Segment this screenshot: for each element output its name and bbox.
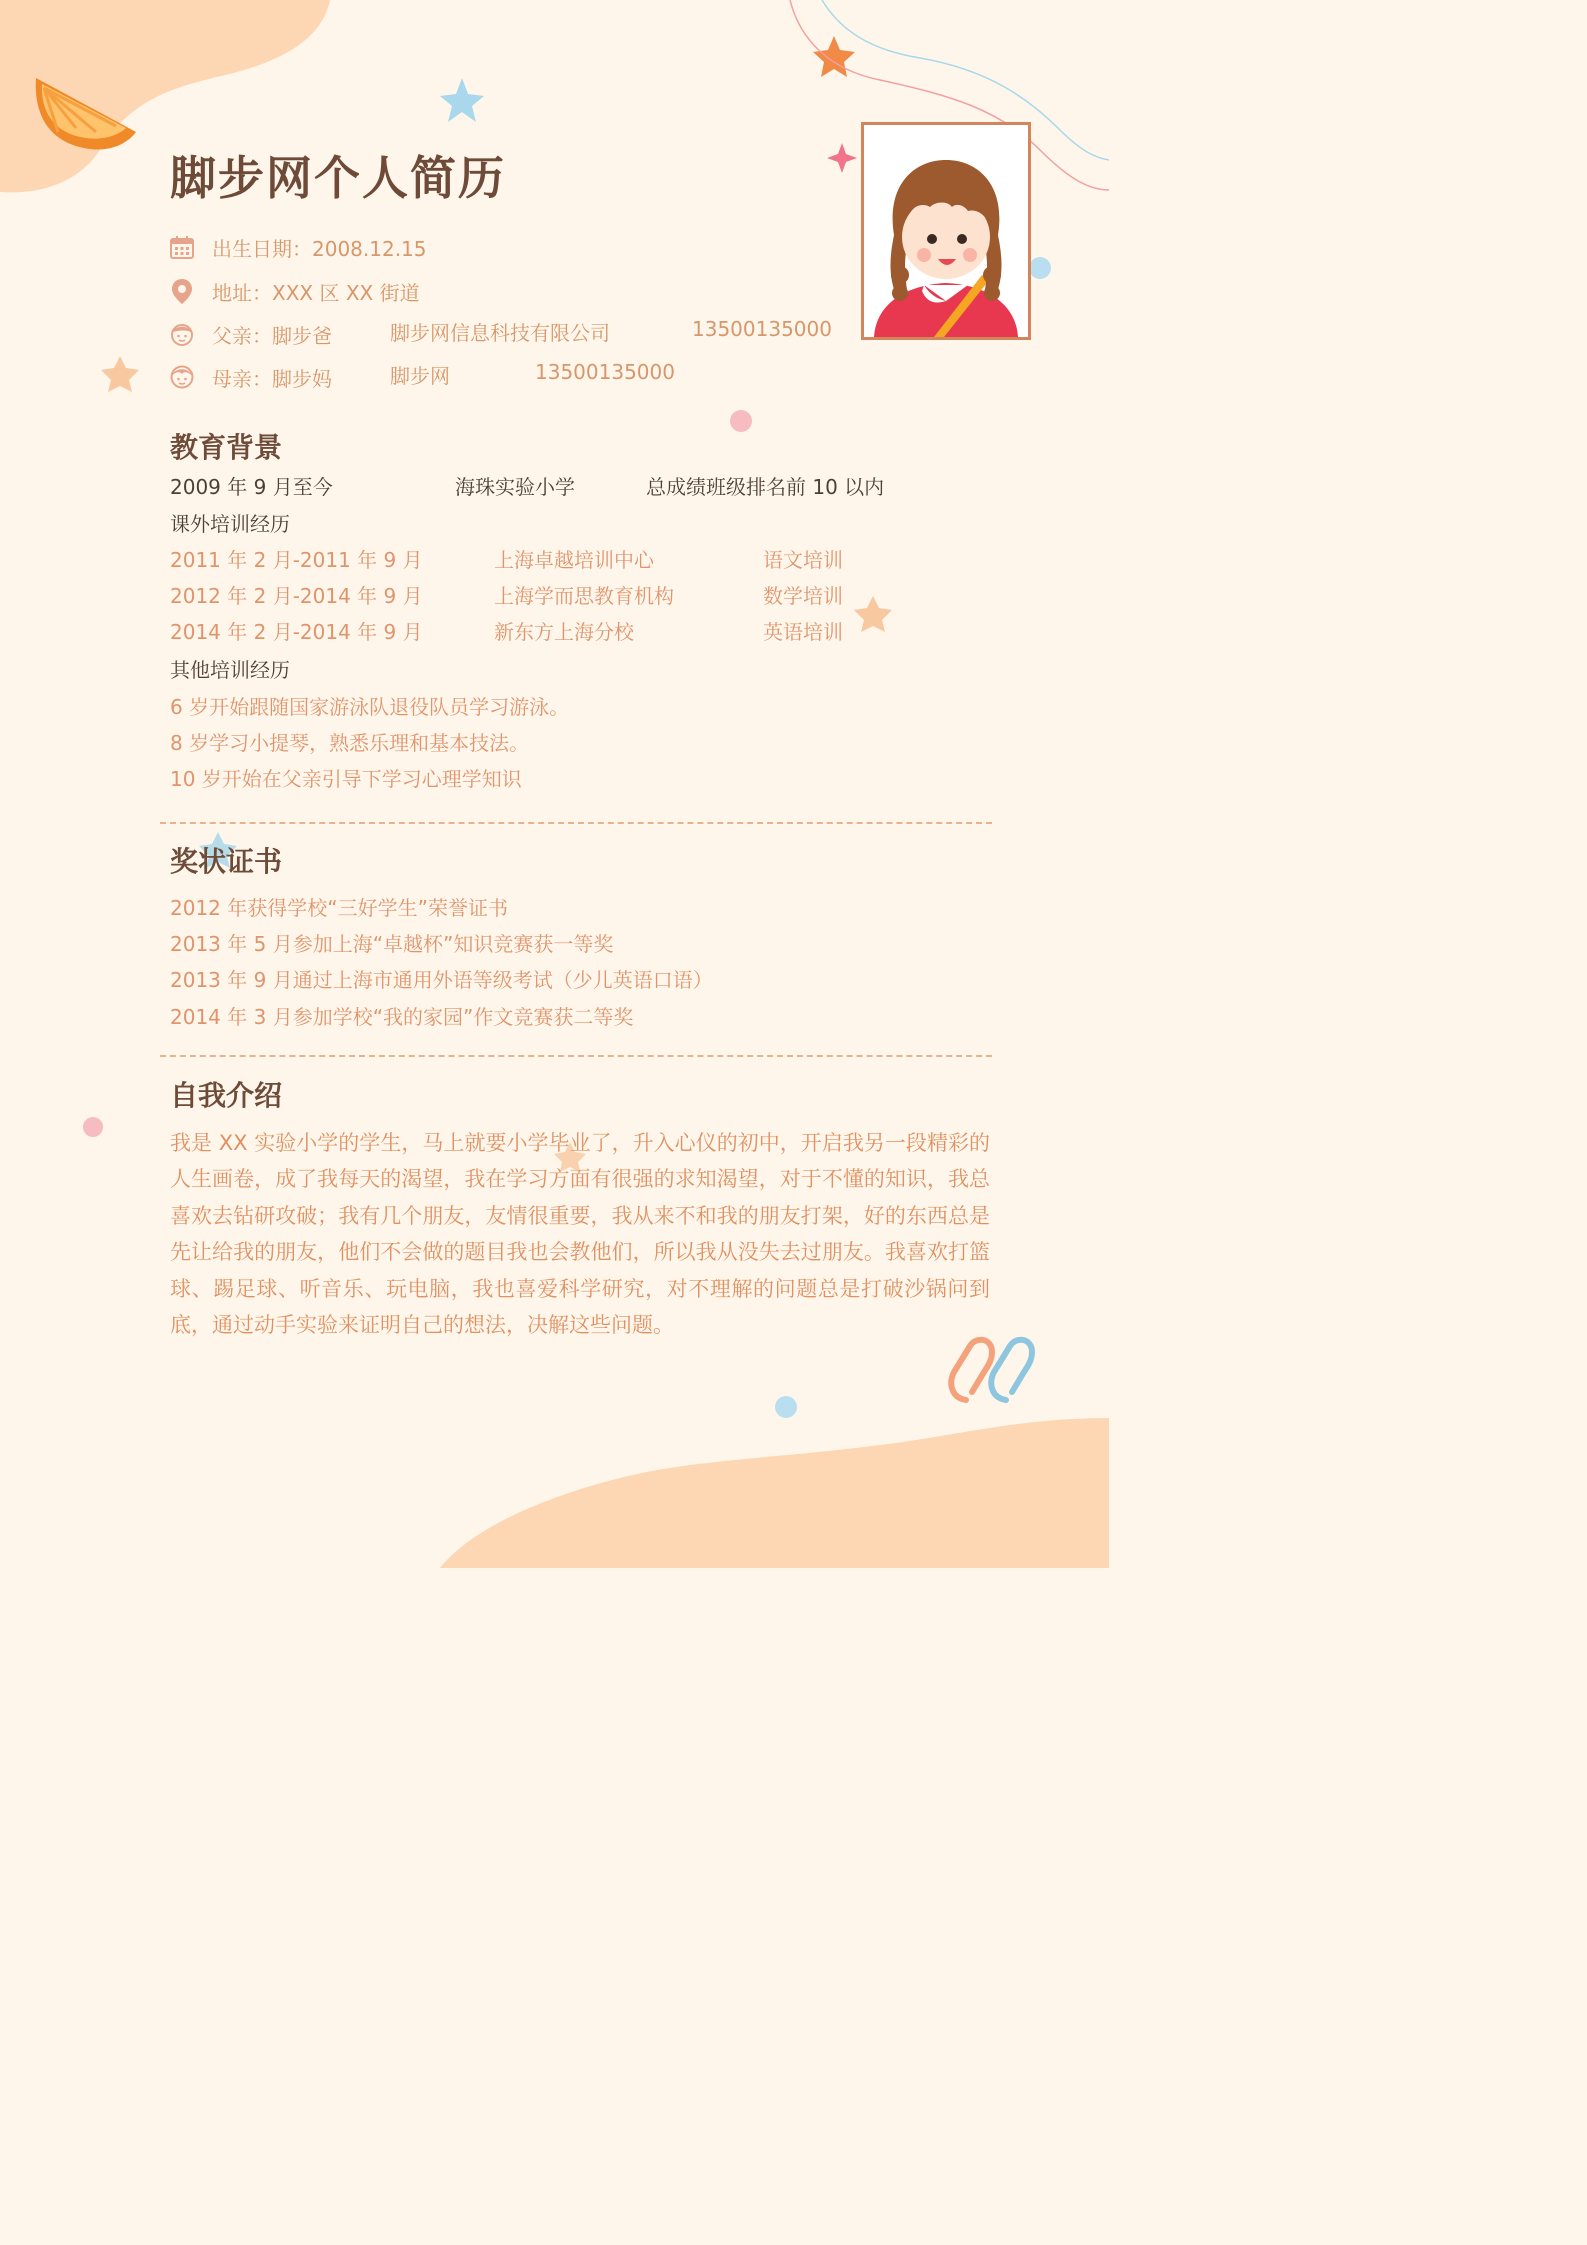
- birth-row: [168, 230, 427, 264]
- mother-company: 脚步网: [390, 364, 450, 388]
- award-item: 2013 年 9 月通过上海市通用外语等级考试（少儿英语口语）: [170, 968, 713, 992]
- intro-paragraph: 我是 XX 实验小学的学生，马上就要小学毕业了，升入心仪的初中，开启我另一段精彩的人生画卷，成了我每天的渴望，我在学习方面有很强的求知渴望，对于不懂的知识，我总喜欢去钻研攻破；我有几个朋友，友情很重要，我从来不和我的朋友打架，好的东西总是先让给我的朋友，他们不会做的题目我也会教他们，所以我从没失去过朋友。我喜欢打篮球、踢足球、听音乐、玩电脑，我也喜爱科学研究，对不理解的问题总是打破沙锅问到底，通过动手实验来证明自己的想法，决解这些问题。: [170, 1131, 990, 1338]
- section-divider: [160, 822, 992, 824]
- other-training-item: 10 岁开始在父亲引导下学习心理学知识: [170, 767, 522, 791]
- training-subject: 数学培训: [763, 584, 843, 608]
- mother-name: 母亲：脚步妈: [212, 366, 332, 391]
- training-row: [170, 581, 870, 611]
- award-item: 2013 年 5 月参加上海“卓越杯”知识竞赛获一等奖: [170, 932, 614, 956]
- other-training-item: 6 岁开始跟随国家游泳队退役队员学习游泳。: [170, 695, 570, 719]
- training-place: 上海卓越培训中心: [494, 548, 654, 572]
- father-row: [168, 317, 848, 351]
- other-training-heading: 其他培训经历: [170, 658, 290, 682]
- girl-avatar-illustration: [864, 125, 1028, 337]
- pink-dot: [730, 410, 752, 432]
- training-subject: 语文培训: [763, 548, 843, 572]
- training-row: [170, 617, 870, 647]
- blue-dot: [1029, 257, 1051, 279]
- peach-star-icon: [101, 356, 139, 392]
- education-heading: 教育背景: [170, 431, 283, 464]
- address: 地址：XXX 区 XX 街道: [212, 280, 420, 305]
- education-school: 海珠实验小学: [455, 475, 575, 499]
- training-place: 新东方上海分校: [494, 620, 634, 644]
- training-subject: 英语培训: [763, 620, 843, 644]
- location-pin-icon: [168, 277, 196, 305]
- other-training-item: 8 岁学习小提琴，熟悉乐理和基本技法。: [170, 731, 530, 755]
- mother-row: [168, 360, 688, 394]
- mother-phone: 13500135000: [535, 360, 675, 384]
- calendar-icon: [168, 233, 196, 261]
- father-name: 父亲：脚步爸: [212, 323, 332, 348]
- awards-heading: 奖状证书: [170, 845, 283, 878]
- education-main-row: [170, 472, 930, 502]
- award-item: 2014 年 3 月参加学校“我的家园”作文竞赛获二等奖: [170, 1005, 634, 1029]
- education-date: 2009 年 9 月至今: [170, 475, 333, 499]
- father-company: 脚步网信息科技有限公司: [390, 321, 610, 345]
- birth-date: 出生日期：2008.12.15: [212, 236, 427, 261]
- father-phone: 13500135000: [692, 317, 832, 341]
- section-divider: [160, 1055, 992, 1057]
- blue-dot: [775, 1396, 797, 1418]
- training-date: 2014 年 2 月-2014 年 9 月: [170, 620, 423, 644]
- father-face-icon: [168, 320, 196, 348]
- training-date: 2012 年 2 月-2014 年 9 月: [170, 584, 423, 608]
- extra-training-heading: 课外培训经历: [170, 512, 290, 536]
- profile-photo: [861, 122, 1031, 340]
- award-item: 2012 年获得学校“三好学生”荣誉证书: [170, 896, 508, 920]
- blue-star-icon: [440, 78, 484, 122]
- address-row: [168, 274, 420, 308]
- training-date: 2011 年 2 月-2011 年 9 月: [170, 548, 423, 572]
- pink-dot: [83, 1117, 103, 1137]
- education-note: 总成绩班级排名前 10 以内: [646, 475, 885, 499]
- intro-heading: 自我介绍: [170, 1079, 283, 1112]
- page-title: 脚步网个人简历: [170, 151, 506, 205]
- training-row: [170, 545, 870, 575]
- paperclip-icon: [951, 1340, 1032, 1400]
- bottom-right-blob: [440, 1418, 1109, 1568]
- mother-face-icon: [168, 363, 196, 391]
- training-place: 上海学而思教育机构: [494, 584, 674, 608]
- pink-sparkle-icon: [827, 143, 857, 173]
